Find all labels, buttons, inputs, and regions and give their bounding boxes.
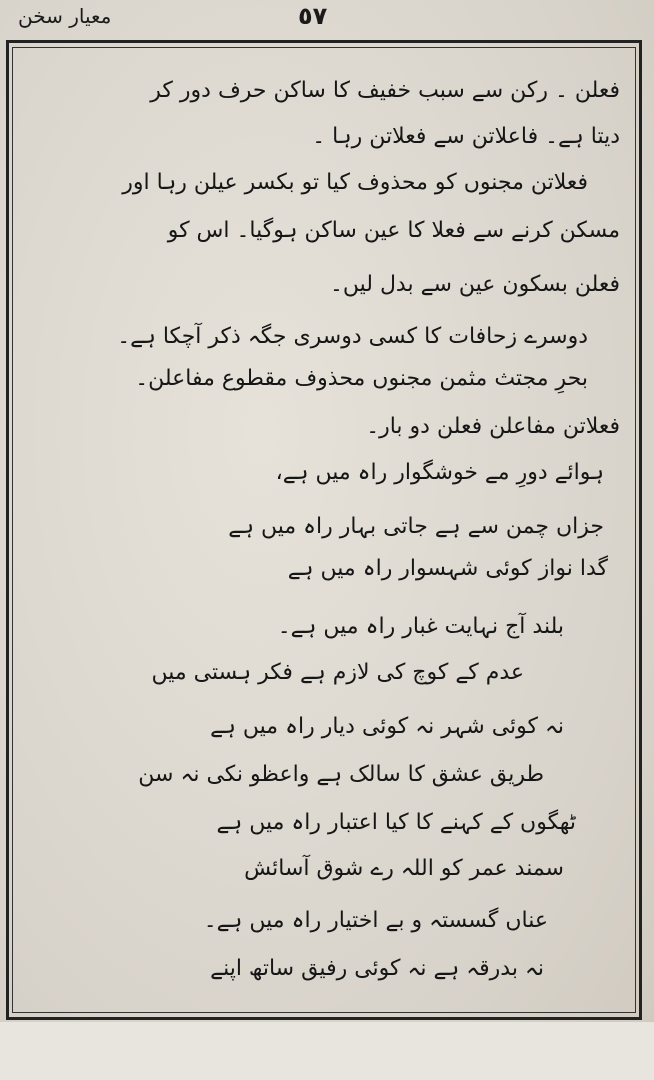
verse-line: نہ کوئی شہر نہ کوئی دیار راہ میں ہے — [210, 714, 564, 739]
text-line: فعلاتن مفاعلن فعلن دو بار۔ — [366, 414, 620, 439]
verse-line: جزاں چمن سے ہے جاتی بہار راہ میں ہے — [228, 514, 604, 539]
text-line: مسکن کرنے سے فعلا کا عین ساکن ہوگیا۔ اس کو — [167, 218, 620, 243]
page-number: ٥٧ — [298, 2, 328, 30]
page-body — [24, 54, 624, 1004]
verse-line: طریق عشق کا سالک ہے واعظو نکی نہ سن — [138, 762, 544, 787]
text-line: فعلاتن مجنوں کو محذوف کیا تو بکسر عیلن رہا اور — [122, 170, 588, 195]
text-line: دیتا ہے۔ فاعلاتن سے فعلاتن رہا ۔ — [312, 124, 620, 149]
verse-line: ٹھگوں کے کہنے کا کیا اعتبار راہ میں ہے — [216, 810, 576, 835]
page-header — [0, 0, 654, 40]
text-line: بحرِ مجتث مثمن مجنوں محذوف مقطوع مفاعلن۔ — [135, 366, 588, 391]
verse-line: گدا نواز کوئی شہسوار راہ میں ہے — [287, 556, 608, 581]
verse-line: سمند عمر کو اللہ رے شوق آسائش — [244, 856, 564, 881]
text-line: دوسرے زحافات کا کسی دوسری جگہ ذکر آچکا ہے۔ — [117, 324, 588, 349]
text-line: فعلن بسکون عین سے بدل لیں۔ — [329, 272, 620, 297]
verse-line: عناں گسستہ و بے اختیار راہ میں ہے۔ — [203, 908, 548, 933]
running-title: معیار سخن — [18, 4, 112, 28]
verse-line: ہوائے دورِ مے خوشگوار راہ میں ہے، — [275, 460, 604, 485]
text-line: فعلن ۔ رکن سے سبب خفیف کا ساکن حرف دور کر — [150, 78, 620, 103]
verse-line: نہ بدرقہ ہے نہ کوئی رفیق ساتھ اپنے — [210, 956, 544, 981]
verse-line: بلند آج نہایت غبار راہ میں ہے۔ — [277, 614, 564, 639]
page-bottom-margin — [0, 1022, 654, 1080]
verse-line: عدم کے کوچ کی لازم ہے فکر ہستی میں — [151, 660, 524, 685]
